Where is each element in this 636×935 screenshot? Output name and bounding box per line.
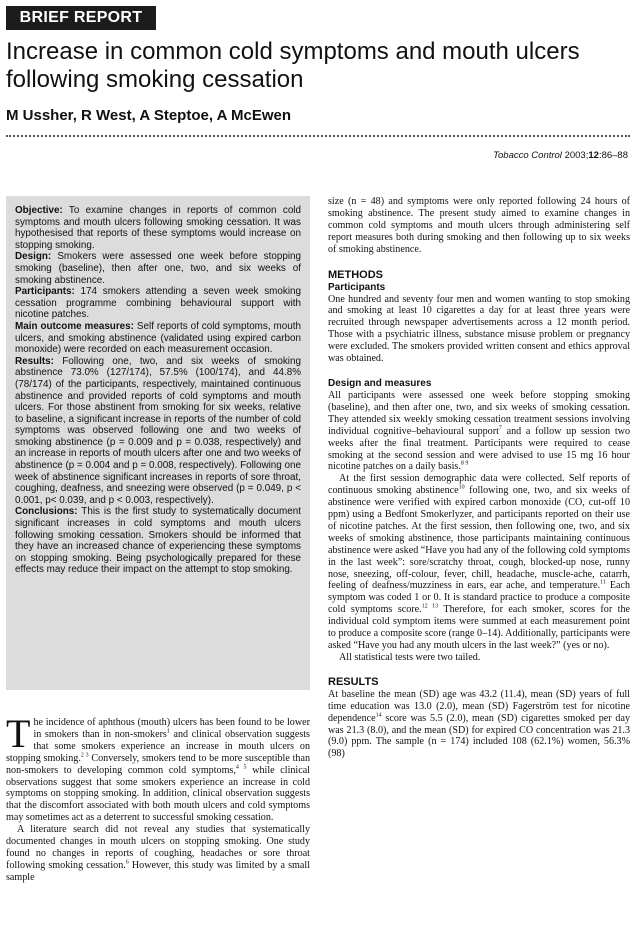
design-paragraph-2: At the first session demographic data were collected. Self reports of continuous smoking abstinence$^{10}$ following one, two, and six weeks of abstinence were verified with expired carbon monoxide (CO, cut-off 10 ppm) using a Bedfont Smokerlyzer, and participants reported on their use of nicotine patches. At the first session, then following one, two, and six weeks of smoking abstinence, those participants maintaining continuous abstinence were asked “Have you had any of the following cold symptoms in the last week”: sore/scratchy throat, cough, blocked-up nose, runny nose, sneezing, off-colour, fever, chill, headache, muscle-ache, catarrh, feeling of deafness/muzziness in ears, ear ache, and temperature.$^{11}$ Each symptom was coded 1 or 0. It is standard practice to produce a composite cold symptoms score.$^{12 13}$ Therefore, for each smoker, scores for the individual cold symptom items were summed at each measurement point to produce a composite score (range 0–14). Additionally, participants were asked “Have you had any mouth ulcers in the last week?” (yes or no). bbox=[328, 473, 630, 651]
intro-paragraph-1: The incidence of aphthous (mouth) ulcers has been found to be lower in smokers than in non-smokers$^1$ and clinical observation suggests that some smokers experience an increase in mouth ulcers on stopping smoking.$^{2 3}$ Conversely, smokers tend to be more susceptible than non-smokers to developing common cold symptoms,$^{4 5}$ while clinical observations suggest that some smokers experience an increase in cold symptoms on stopping smoking. In addition, clinical observation suggests that the discomfort associated with both mouth ulcers and cold symptoms may sometimes act as a deterrent to successful smoking cessation. bbox=[6, 711, 310, 824]
abstract-label: Design: bbox=[15, 251, 52, 263]
abstract-results: Results: Following one, two, and six weeks of smoking abstinence 73.0% (127/174), 57.5% (100/174), and 44.8% (78/174) of the participants, respectively, maintained continuous abstinence and provided reports of cold symptoms and mouth ulcers. For those abstinent from smoking for six weeks, relative to baseline, a significant increase in reports of the number of cold symptoms was observed following one and two weeks of smoking abstinence (p = 0.009 and p = 0.038, respectively) and an increase in reports of mouth ulcers after one and two weeks of abstinence (p = 0.004 and p = 0.008, respectively). Following one week of abstinence significant increases in reports of sore throat, coughing, deafness, and sneezing were observed (p = 0.049, p < 0.001, p< 0.039, and p < 0.003, respectively). bbox=[15, 355, 302, 506]
reference-marker: 4 5 bbox=[235, 764, 247, 771]
abstract-design: Design: Smokers were assessed one week before stopping smoking (baseline), then after one, two, and six weeks of smoking abstinence. bbox=[15, 251, 301, 286]
subsection-heading-design: Design and measures bbox=[328, 377, 432, 389]
abstract-outcome: Main outcome measures: Self reports of cold symptoms, mouth ulcers, and smoking abstinence (validated using expired carbon monoxide) were recorded on each measurement occasion. bbox=[15, 320, 301, 356]
reference-marker: 6 bbox=[125, 859, 129, 866]
left-column-body bbox=[6, 711, 310, 884]
abstract-participants: Participants: 174 smokers attending a seven week smoking cessation programme combining behavioural support with nicotine patches. bbox=[15, 286, 301, 321]
citation-year: 2003; bbox=[561, 150, 589, 161]
abstract-label: Conclusions: bbox=[15, 506, 78, 518]
reference-marker: 8 9 bbox=[460, 461, 469, 468]
abstract-label: Main outcome measures: bbox=[15, 320, 134, 332]
journal-name: Tobacco Control bbox=[493, 150, 562, 161]
subsection-heading-participants: Participants bbox=[328, 281, 386, 293]
author-list: M Ussher, R West, A Steptoe, A McEwen bbox=[6, 107, 292, 124]
right-column-body bbox=[328, 196, 630, 760]
participants-paragraph: One hundred and seventy four men and women wanting to stop smoking and smoking at least 10 cigarettes a day for at least three years were recruited through newspaper advertisements across a 12 month period. Those with a psychiatric illness, substance misuse problem or pregnancy were excluded. The smokers provided written consent and ethics approval was obtained. bbox=[328, 293, 630, 365]
article-title: Increase in common cold symptoms and mouth ulcers following smoking cessation bbox=[6, 38, 580, 93]
journal-citation bbox=[493, 150, 628, 161]
reference-marker: 10 bbox=[458, 484, 465, 491]
section-heading-methods: METHODS bbox=[328, 268, 383, 281]
abstract-objective: Objective: To examine changes in reports of common cold symptoms and mouth ulcers following smoking cessation. It was hypothesised that reports of these symptoms would increase on stopping smoking. bbox=[15, 205, 301, 251]
reference-marker: 1 bbox=[166, 728, 170, 735]
reference-marker: 14 bbox=[375, 712, 382, 719]
abstract-label: Participants: bbox=[15, 286, 75, 298]
results-paragraph: At baseline the mean (SD) age was 43.2 (11.4), mean (SD) years of full time education was 13.0 (2.0), mean (SD) Fagerström test for nicotine dependence$^{14}$ score was 5.5 (2.0), mean (SD) cigarettes smoked per day was 21.3 (8.0), and the mean (SD) for expired CO concentration was 21.3 (9.0) ppm. The sample (n = 174) included 108 (62.1%) women, 56.3% (98) bbox=[328, 688, 630, 760]
section-heading-results: RESULTS bbox=[328, 675, 379, 688]
design-paragraph-3: All statistical tests were two tailed. bbox=[339, 651, 481, 663]
reference-marker: 7 bbox=[498, 425, 502, 432]
reference-marker: 11 bbox=[600, 580, 606, 587]
citation-volume: 12 bbox=[588, 150, 599, 161]
abstract-box bbox=[6, 196, 310, 690]
design-paragraph-1: All participants were assessed one week before stopping smoking (baseline), and then after one, two, and six weeks of smoking cessation. They attended six weekly smoking cessation treatment sessions involving individual cognitive–behavioural support$^7$ and a follow up session two weeks after the final treatment. Participants were required to cease smoking at the second session and were advised to use 15 mg 16 hour nicotine patches on a daily basis.$^{8 9}$ bbox=[328, 389, 630, 473]
citation-pages: :86–88 bbox=[598, 150, 628, 161]
intro-paragraph-2: A literature search did not reveal any studies that systematically documented changes in mouth ulcers on stopping smoking. One study found no changes in reports of coughing, headaches or sore throat following smoking cessation.$^6$ However, this study was limited by a small sample bbox=[6, 824, 310, 883]
abstract-conclusions: Conclusions: This is the first study to systematically document significant increases in cold symptoms and mouth ulcers following smoking cessation. Smokers should be informed that they have an increased chance of experiencing these symptoms on stopping smoking. Being psychologically prepared for these effects may reduce their impact on the attempt to stop smoking. bbox=[15, 506, 301, 576]
dotted-divider bbox=[6, 135, 630, 137]
reference-marker: 2 3 bbox=[80, 752, 89, 759]
report-type-tag: BRIEF REPORT bbox=[6, 6, 156, 30]
reference-marker: 12 13 bbox=[421, 603, 439, 610]
drop-cap: T bbox=[6, 711, 31, 756]
abstract-label: Results: bbox=[15, 355, 54, 367]
abstract-label: Objective: bbox=[15, 205, 63, 216]
intro-continuation: size (n = 48) and symptoms were only reported following 24 hours of smoking abstinence. The present study aimed to examine changes in common cold symptoms and mouth ulcers through administering self report measures both during smoking and then following up to six weeks of smoking abstinence. bbox=[328, 196, 630, 255]
